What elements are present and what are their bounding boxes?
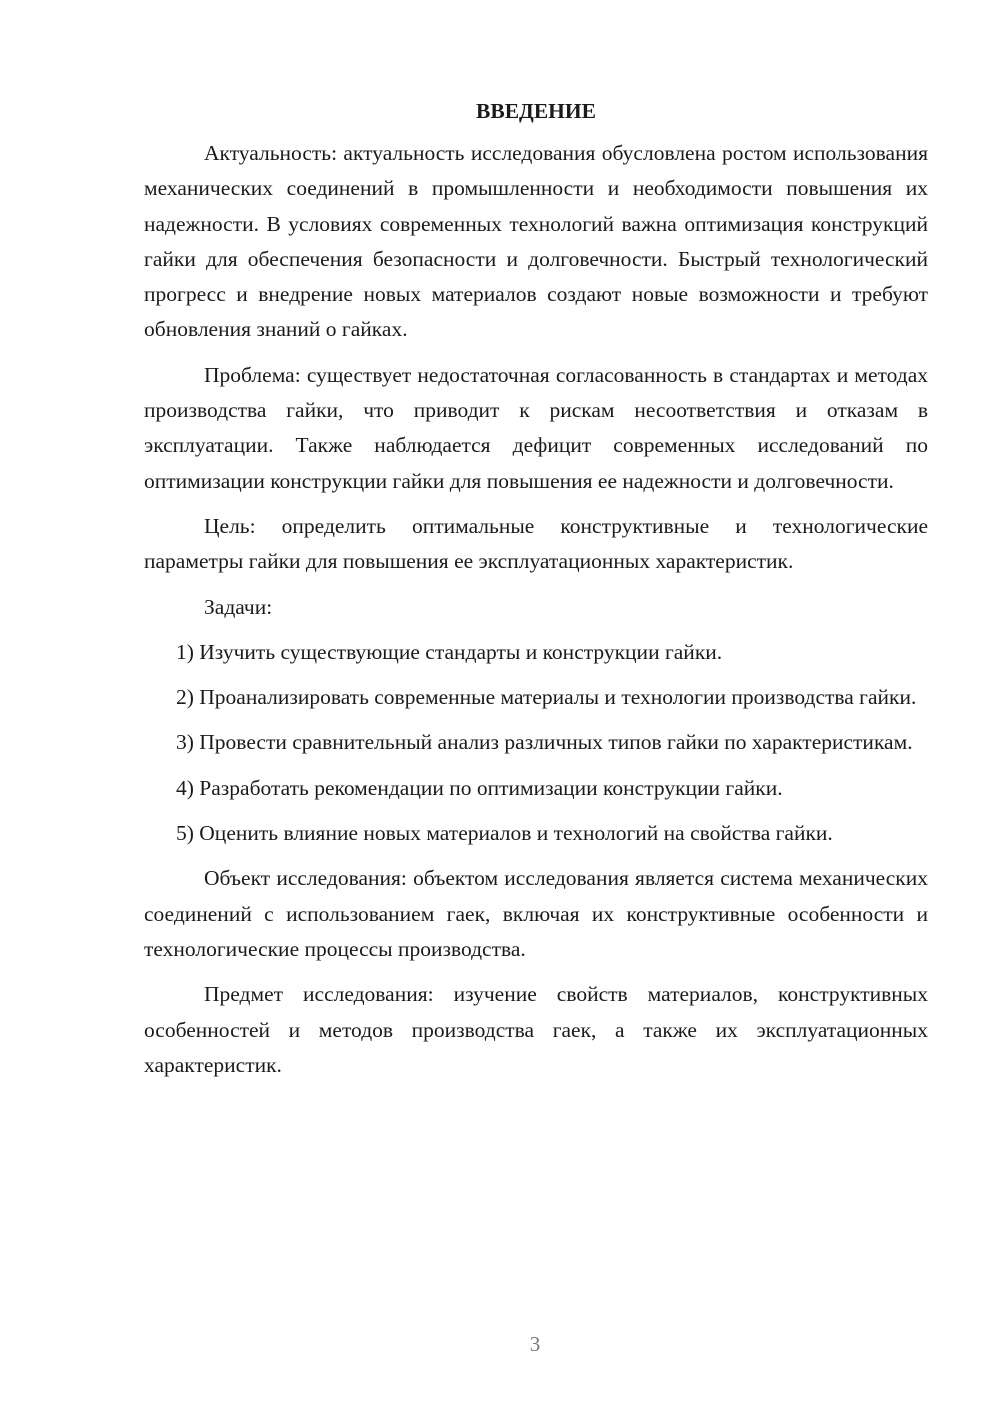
task-item: 3) Провести сравнительный анализ различных типов гайки по характеристикам. xyxy=(176,730,913,755)
paragraph-subject: Предмет исследования: изучение свойств материалов, конструктивных особенностей и методов производства гаек, а также их эксплуатационных характеристик. xyxy=(144,982,928,1077)
paragraph-problem: Проблема: существует недостаточная согласованность в стандартах и методах производства гайки, что приводит к рискам несоответствия и отказам в эксплуатации. Также наблюдается дефицит современных исследований по оптимизации конструкции гайки для повышения ее надежности и долговечности. xyxy=(144,362,928,493)
task-item: 2) Проанализировать современные материалы и технологии производства гайки. xyxy=(176,685,917,710)
paragraph-object: Объект исследования: объектом исследования является система механических соединений с использованием гаек, включая их конструктивные особенности и технологические процессы производства. xyxy=(144,866,928,961)
paragraph-relevance: Актуальность: актуальность исследования обусловлена ростом использования механических соединений в промышленности и необходимости повышения их надежности. В условиях современных технологий важна оптимизация конструкций гайки для обеспечения безопасности и долговечности. Быстрый технологический прогресс и внедрение новых материалов создают новые возможности и требуют обновления знаний о гайках. xyxy=(144,141,928,342)
task-item: 1) Изучить существующие стандарты и конструкции гайки. xyxy=(176,639,723,664)
tasks-heading: Задачи: xyxy=(204,594,273,619)
page-number: 3 xyxy=(529,1332,541,1356)
page-content xyxy=(144,96,928,1093)
task-item: 5) Оценить влияние новых материалов и технологий на свойства гайки. xyxy=(176,821,833,846)
paragraph-goal: Цель: определить оптимальные конструктивные и технологические параметры гайки для повышения ее эксплуатационных характеристик. xyxy=(144,513,928,574)
page-title: ВВЕДЕНИЕ xyxy=(476,99,596,123)
task-item: 4) Разработать рекомендации по оптимизации конструкции гайки. xyxy=(176,775,783,800)
